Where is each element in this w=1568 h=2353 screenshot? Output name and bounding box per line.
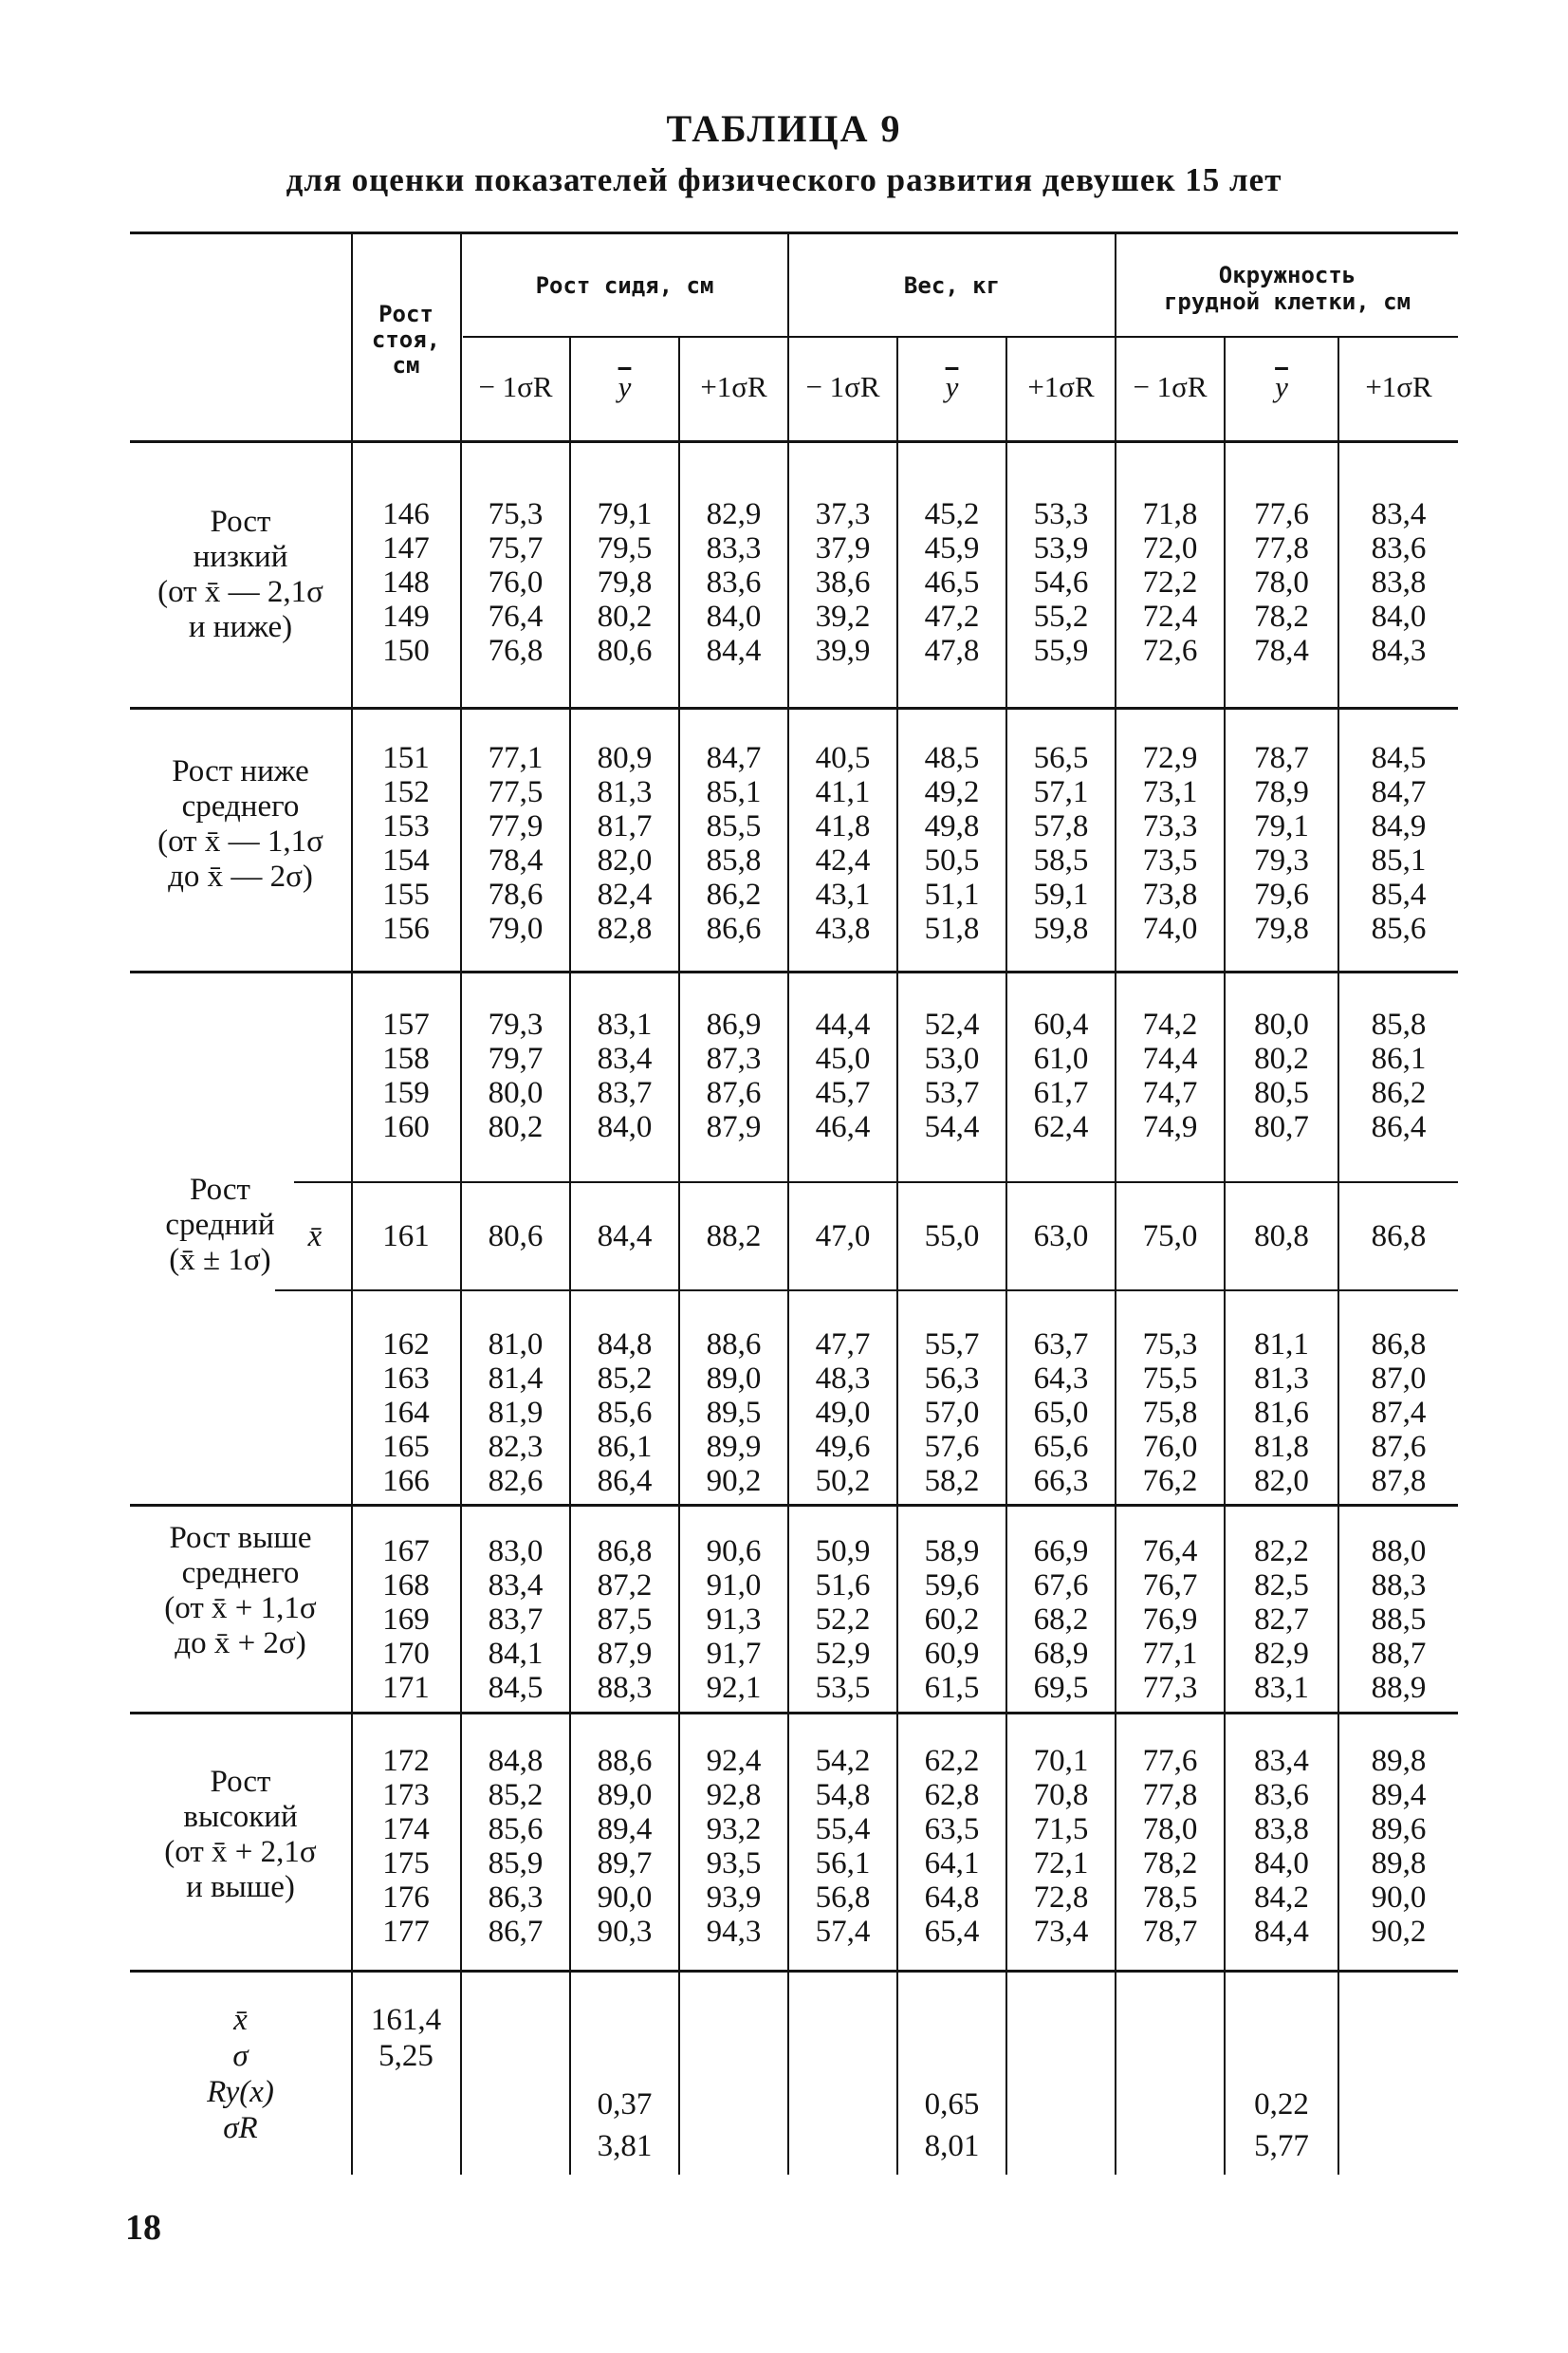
stats-weight-mean: 0,65 8,01: [924, 2087, 980, 2163]
group-label-above-avg: Рост выше среднего (от x̄ + 1,1σ до x̄ + 2σ): [164, 1521, 317, 1660]
sit-plus-low: 82,9 83,3 83,6 84,0 84,4: [706, 497, 762, 668]
sit-plus-above-avg: 90,6 91,0 91,3 91,7 92,1: [706, 1534, 762, 1705]
weight-plus-low: 53,3 53,9 54,6 55,2 55,9: [1033, 497, 1089, 668]
stand-values-below-avg: 151 152 153 154 155 156: [382, 741, 430, 946]
chest-plus-below-avg: 84,5 84,7 84,9 85,1 85,4 85,6: [1371, 741, 1427, 946]
weight-plus-high: 70,1 70,8 71,5 72,1 72,8 73,4: [1033, 1744, 1089, 1949]
chest-plus-mean: 86,8: [1371, 1219, 1427, 1253]
weight-mean-avg-b: 55,7 56,3 57,0 57,6 58,2: [924, 1327, 980, 1498]
weight-plus-below-avg: 56,5 57,1 57,8 58,5 59,1 59,8: [1033, 741, 1089, 946]
page-number: 18: [125, 2208, 161, 2248]
sit-mean-above-avg: 86,8 87,2 87,5 87,9 88,3: [597, 1534, 653, 1705]
group-label-high: Рост высокий (от x̄ + 2,1σ и выше): [164, 1765, 317, 1904]
chest-mean-avg-a: 80,0 80,2 80,5 80,7: [1254, 1008, 1309, 1144]
sit-mean-below-avg: 80,9 81,3 81,7 82,0 82,4 82,8: [597, 741, 653, 946]
weight-plus-avg-a: 60,4 61,0 61,7 62,4: [1033, 1008, 1089, 1144]
sit-minus-low: 75,3 75,7 76,0 76,4 76,8: [488, 497, 544, 668]
weight-mean-high: 62,2 62,8 63,5 64,1 64,8 65,4: [924, 1744, 980, 1949]
rule-stats: [130, 1970, 1458, 1973]
weight-minus-mean: 47,0: [815, 1219, 871, 1253]
sit-minus-below-avg: 77,1 77,5 77,9 78,4 78,6 79,0: [488, 741, 544, 946]
stats-chest-mean: 0,22 5,77: [1254, 2087, 1309, 2163]
stats-labels: x̄ σ Ry(x) σR: [207, 2003, 274, 2145]
table-title: ТАБЛИЦА 9: [666, 107, 902, 150]
stand-values-above-avg: 167 168 169 170 171: [382, 1534, 430, 1705]
sit-plus-high: 92,4 92,8 93,2 93,5 93,9 94,3: [706, 1744, 762, 1949]
weight-plus-above-avg: 66,9 67,6 68,2 68,9 69,5: [1033, 1534, 1089, 1705]
header-rost-sidya: Рост сидя, см: [535, 272, 714, 299]
chest-plus-above-avg: 88,0 88,3 88,5 88,7 88,9: [1371, 1534, 1427, 1705]
rule-mean-top: [294, 1181, 1458, 1183]
chest-minus-high: 77,6 77,8 78,0 78,2 78,5 78,7: [1142, 1744, 1198, 1949]
weight-mean-below-avg: 48,5 49,2 49,8 50,5 51,1 51,8: [924, 741, 980, 946]
header-ves: Вес, кг: [903, 272, 1001, 299]
chest-mean-below-avg: 78,7 78,9 79,1 79,3 79,6 79,8: [1254, 741, 1309, 946]
chest-minus-below-avg: 72,9 73,1 73,3 73,5 73,8 74,0: [1142, 741, 1198, 946]
sit-minus-high: 84,8 85,2 85,6 85,9 86,3 86,7: [488, 1744, 544, 1949]
chest-minus-avg-a: 74,2 74,4 74,7 74,9: [1142, 1008, 1198, 1144]
weight-minus-below-avg: 40,5 41,1 41,8 42,4 43,1 43,8: [815, 741, 871, 946]
stand-values-high: 172 173 174 175 176 177: [382, 1744, 430, 1949]
sit-minus-avg-a: 79,3 79,7 80,0 80,2: [488, 1008, 544, 1144]
sub-chest-plus: +1σR: [1365, 370, 1432, 403]
sub-sit-plus: +1σR: [700, 370, 767, 403]
sub-weight-plus: +1σR: [1027, 370, 1095, 403]
group-label-avg: Рост средний (x̄ ± 1σ): [165, 1173, 275, 1277]
rule-group-2: [130, 971, 1458, 973]
chest-mean-high: 83,4 83,6 83,8 84,0 84,2 84,4: [1254, 1744, 1309, 1949]
weight-mean-mean: 55,0: [924, 1219, 980, 1253]
sit-mean-avg-b: 84,8 85,2 85,6 86,1 86,4: [597, 1327, 653, 1498]
sit-mean-mean: 84,4: [597, 1219, 653, 1253]
chest-mean-above-avg: 82,2 82,5 82,7 82,9 83,1: [1254, 1534, 1309, 1705]
chest-plus-avg-b: 86,8 87,0 87,4 87,6 87,8: [1371, 1327, 1427, 1498]
weight-minus-avg-a: 44,4 45,0 45,7 46,4: [815, 1008, 871, 1144]
rule-group-4: [130, 1712, 1458, 1714]
weight-minus-avg-b: 47,7 48,3 49,0 49,6 50,2: [815, 1327, 871, 1498]
stand-values-avg-a: 157 158 159 160: [382, 1008, 430, 1144]
group-label-below-avg: Рост ниже среднего (от x̄ — 1,1σ до x̄ — 2σ): [157, 754, 323, 894]
sit-minus-mean: 80,6: [488, 1219, 544, 1253]
stand-values-low: 146 147 148 149 150: [382, 497, 430, 668]
group-mean-mark: x̄: [307, 1219, 323, 1253]
weight-minus-high: 54,2 54,8 55,4 56,1 56,8 57,4: [815, 1744, 871, 1949]
sub-weight-mean: $\overline{y}$: [945, 370, 959, 403]
weight-mean-low: 45,2 45,9 46,5 47,2 47,8: [924, 497, 980, 668]
chest-mean-mean: 80,8: [1254, 1219, 1309, 1253]
rule-header-bottom: [130, 440, 1458, 443]
table-subtitle: для оценки показателей физического развития девушек 15 лет: [286, 161, 1282, 198]
chest-minus-low: 71,8 72,0 72,2 72,4 72,6: [1142, 497, 1198, 668]
stand-values-avg-b: 162 163 164 165 166: [382, 1327, 430, 1498]
sit-mean-high: 88,6 89,0 89,4 89,7 90,0 90,3: [597, 1744, 653, 1949]
header-rost-stoya: Рост стоя, см: [371, 301, 441, 379]
chest-plus-avg-a: 85,8 86,1 86,2 86,4: [1371, 1008, 1427, 1144]
sit-mean-low: 79,1 79,5 79,8 80,2 80,6: [597, 497, 653, 668]
weight-mean-avg-a: 52,4 53,0 53,7 54,4: [924, 1008, 980, 1144]
weight-plus-avg-b: 63,7 64,3 65,0 65,6 66,3: [1033, 1327, 1089, 1498]
rule-sub-header: [463, 336, 1458, 338]
header-okruzhnost: Окружность грудной клетки, см: [1163, 262, 1411, 315]
weight-plus-mean: 63,0: [1033, 1219, 1089, 1253]
sit-plus-mean: 88,2: [706, 1219, 762, 1253]
chest-minus-mean: 75,0: [1142, 1219, 1198, 1253]
rule-mean-bottom: [275, 1289, 1458, 1291]
sub-chest-mean: $\overline{y}$: [1275, 370, 1288, 403]
sit-plus-below-avg: 84,7 85,1 85,5 85,8 86,2 86,6: [706, 741, 762, 946]
rule-group-3: [130, 1504, 1458, 1507]
group-label-low: Рост низкий (от x̄ — 2,1σ и ниже): [157, 505, 323, 644]
chest-mean-low: 77,6 77,8 78,0 78,2 78,4: [1254, 497, 1309, 668]
sit-plus-avg-b: 88,6 89,0 89,5 89,9 90,2: [706, 1327, 762, 1498]
sit-plus-avg-a: 86,9 87,3 87,6 87,9: [706, 1008, 762, 1144]
chest-minus-avg-b: 75,3 75,5 75,8 76,0 76,2: [1142, 1327, 1198, 1498]
rule-group-1: [130, 707, 1458, 710]
chest-plus-low: 83,4 83,6 83,8 84,0 84,3: [1371, 497, 1427, 668]
stats-sit-mean: 0,37 3,81: [597, 2087, 653, 2163]
sub-sit-minus: − 1σR: [478, 370, 553, 403]
sit-minus-avg-b: 81,0 81,4 81,9 82,3 82,6: [488, 1327, 544, 1498]
sub-sit-mean: $\overline{y}$: [618, 370, 632, 403]
chest-plus-high: 89,8 89,4 89,6 89,8 90,0 90,2: [1371, 1744, 1427, 1949]
sit-mean-avg-a: 83,1 83,4 83,7 84,0: [597, 1008, 653, 1144]
sit-minus-above-avg: 83,0 83,4 83,7 84,1 84,5: [488, 1534, 544, 1705]
chest-mean-avg-b: 81,1 81,3 81,6 81,8 82,0: [1254, 1327, 1309, 1498]
stats-stand: 161,4 5,25: [370, 2003, 442, 2073]
stand-value-mean: 161: [382, 1219, 430, 1253]
sub-weight-minus: − 1σR: [805, 370, 880, 403]
sub-chest-minus: − 1σR: [1133, 370, 1208, 403]
chest-minus-above-avg: 76,4 76,7 76,9 77,1 77,3: [1142, 1534, 1198, 1705]
weight-minus-low: 37,3 37,9 38,6 39,2 39,9: [815, 497, 871, 668]
rule-top: [130, 232, 1458, 234]
weight-mean-above-avg: 58,9 59,6 60,2 60,9 61,5: [924, 1534, 980, 1705]
weight-minus-above-avg: 50,9 51,6 52,2 52,9 53,5: [815, 1534, 871, 1705]
